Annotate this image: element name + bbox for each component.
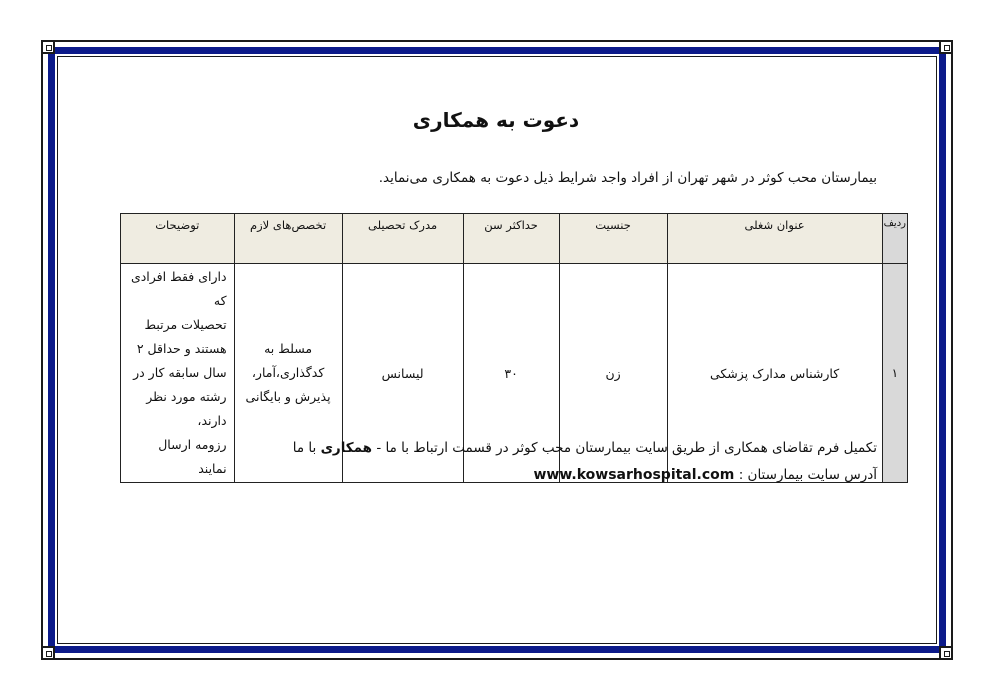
- cell-notes: [121, 264, 235, 483]
- corner-ornament: [939, 646, 953, 660]
- notes-line: دارای فقط افرادی که: [130, 269, 227, 308]
- footer-address: [533, 467, 877, 483]
- header-job-title: عنوان شغلی: [667, 214, 882, 264]
- footer-line1-text: تکمیل فرم تقاضای همکاری از طریق سایت بیمارستان محب کوثر در قسمت ارتباط با ما -: [376, 440, 877, 456]
- cell-max-age: ۳۰: [463, 264, 559, 483]
- header-notes: توضیحات: [121, 214, 235, 264]
- cell-gender: زن: [559, 264, 667, 483]
- website-link[interactable]: www.kowsarhospital.com: [533, 467, 735, 483]
- corner-ornament: [41, 40, 55, 54]
- notes-line: تحصیلات مرتبط: [144, 317, 227, 332]
- page-title: دعوت به همکاری: [412, 108, 580, 132]
- corner-ornament: [939, 40, 953, 54]
- cell-degree: لیسانس: [342, 264, 463, 483]
- header-skills: تخصص‌های لازم: [234, 214, 342, 264]
- notes-line: رزومه ارسال نمایند: [158, 437, 227, 476]
- footer-line1-end: با ما: [292, 440, 317, 456]
- footer-address-label: آدرس سایت بیمارستان :: [738, 467, 877, 483]
- header-max-age: حداکثر سن: [463, 214, 559, 264]
- footer-line1-bold: همکاری: [320, 440, 373, 456]
- skills-line: مسلط به: [264, 341, 313, 356]
- footer-instructions: [293, 440, 877, 456]
- notes-line: سال سابقه کار در: [133, 365, 227, 380]
- intro-text: بیمارستان محب کوثر در شهر تهران از افراد واجد شرایط ذیل دعوت به همکاری می‌نماید.: [378, 170, 877, 186]
- header-degree: مدرک تحصیلی: [342, 214, 463, 264]
- corner-ornament: [41, 646, 55, 660]
- notes-line: رشته مورد نظر دارند،: [146, 389, 227, 428]
- notes-line: هستند و حداقل ۲: [136, 341, 227, 356]
- skills-line: کدگذاری،آمار،: [251, 365, 325, 380]
- cell-num: ۱: [882, 264, 907, 483]
- table-header-row: [121, 214, 908, 264]
- skills-line: پذیرش و بایگانی: [245, 389, 331, 404]
- header-num: ردیف: [882, 214, 907, 264]
- cell-job-title: کارشناس مدارک پزشکی: [667, 264, 882, 483]
- header-gender: جنسیت: [559, 214, 667, 264]
